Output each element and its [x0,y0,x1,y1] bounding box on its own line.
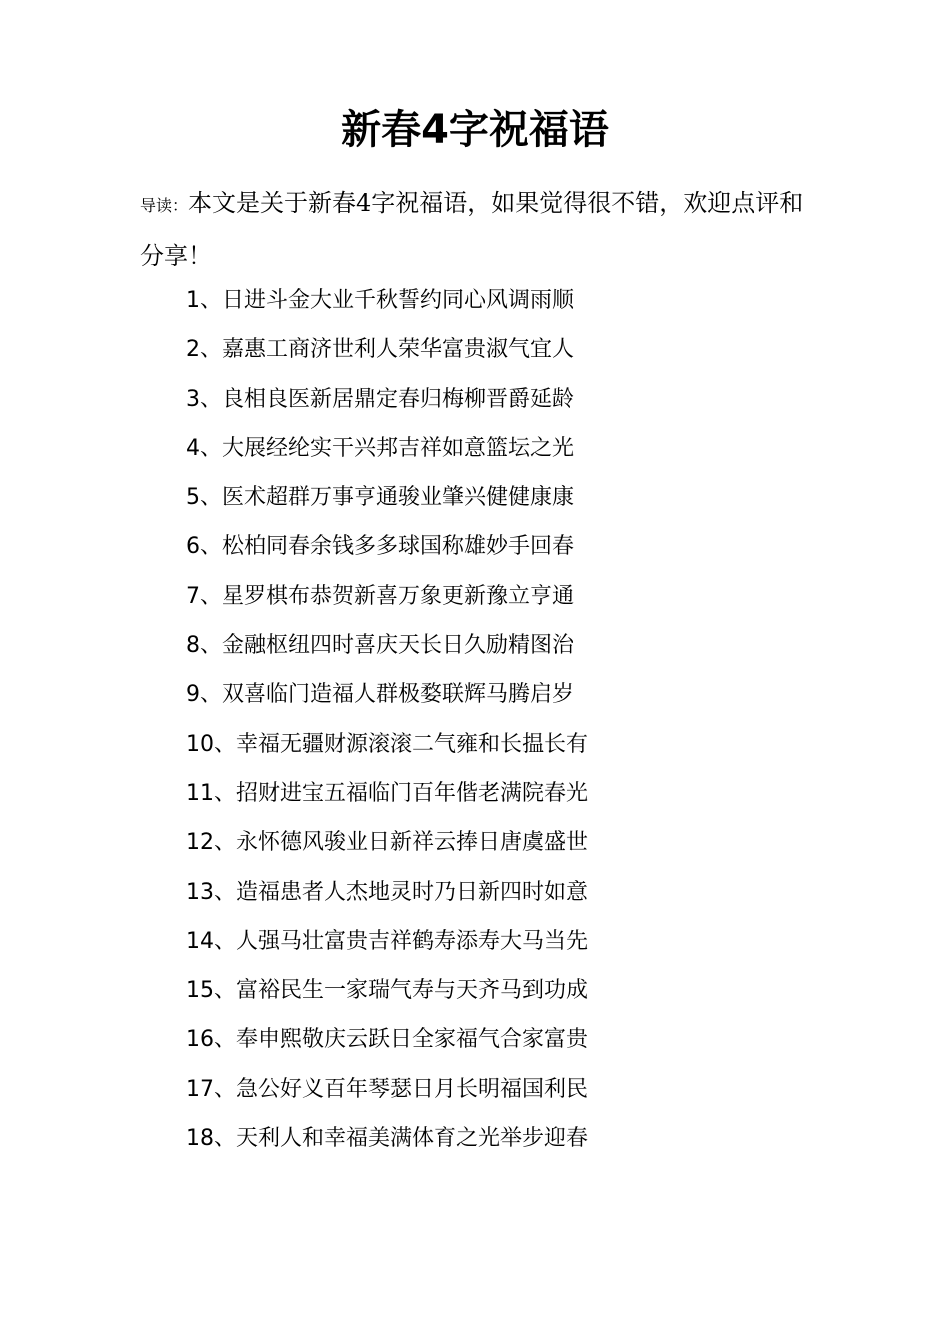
list-item: 17、急公好义百年琴瑟日月长明福国利民 [186,1076,588,1102]
list-item: 12、永怀德风骏业日新祥云捧日唐虞盛世 [186,830,588,856]
list-item: 8、金融枢纽四时喜庆天长日久励精图治 [186,633,574,659]
page-title: 新春4字祝福语 [341,107,609,153]
list-item: 9、双喜临门造福人群极婺联辉马腾启岁 [186,682,574,708]
list-item: 10、幸福无疆财源滚滚二气雍和长揾长有 [186,731,588,757]
list-item: 3、良相良医新居鼎定春归梅柳晋爵延龄 [186,386,574,412]
greeting-list [186,276,588,1163]
intro-text: 本文是关于新春4字祝福语，如果觉得很不错，欢迎点评和分享！ [140,189,804,270]
list-item: 14、人强马壮富贵吉祥鹤寿添寿大马当先 [186,928,588,954]
list-item: 18、天利人和幸福美满体育之光举步迎春 [186,1126,588,1152]
list-item: 2、嘉惠工商济世利人荣华富贵淑气宜人 [186,337,574,363]
list-item: 16、奉申熙敬庆云跃日全家福气合家富贵 [186,1027,588,1053]
list-item: 13、造福患者人杰地灵时乃日新四时如意 [186,879,588,905]
intro-paragraph [140,178,820,281]
list-item: 4、大展经纶实干兴邦吉祥如意篮坛之光 [186,435,574,461]
list-item: 11、招财进宝五福临门百年偕老满院春光 [186,780,588,806]
list-item: 5、医术超群万事亨通骏业肇兴健健康康 [186,485,574,511]
list-item: 7、星罗棋布恭贺新喜万象更新豫立亨通 [186,583,574,609]
intro-label: 导读： [140,196,189,215]
list-item: 6、松柏同春余钱多多球国称雄妙手回春 [186,534,574,560]
list-item: 15、富裕民生一家瑞气寿与天齐马到功成 [186,978,588,1004]
list-item: 1、日进斗金大业千秋誓约同心风调雨顺 [186,288,574,313]
